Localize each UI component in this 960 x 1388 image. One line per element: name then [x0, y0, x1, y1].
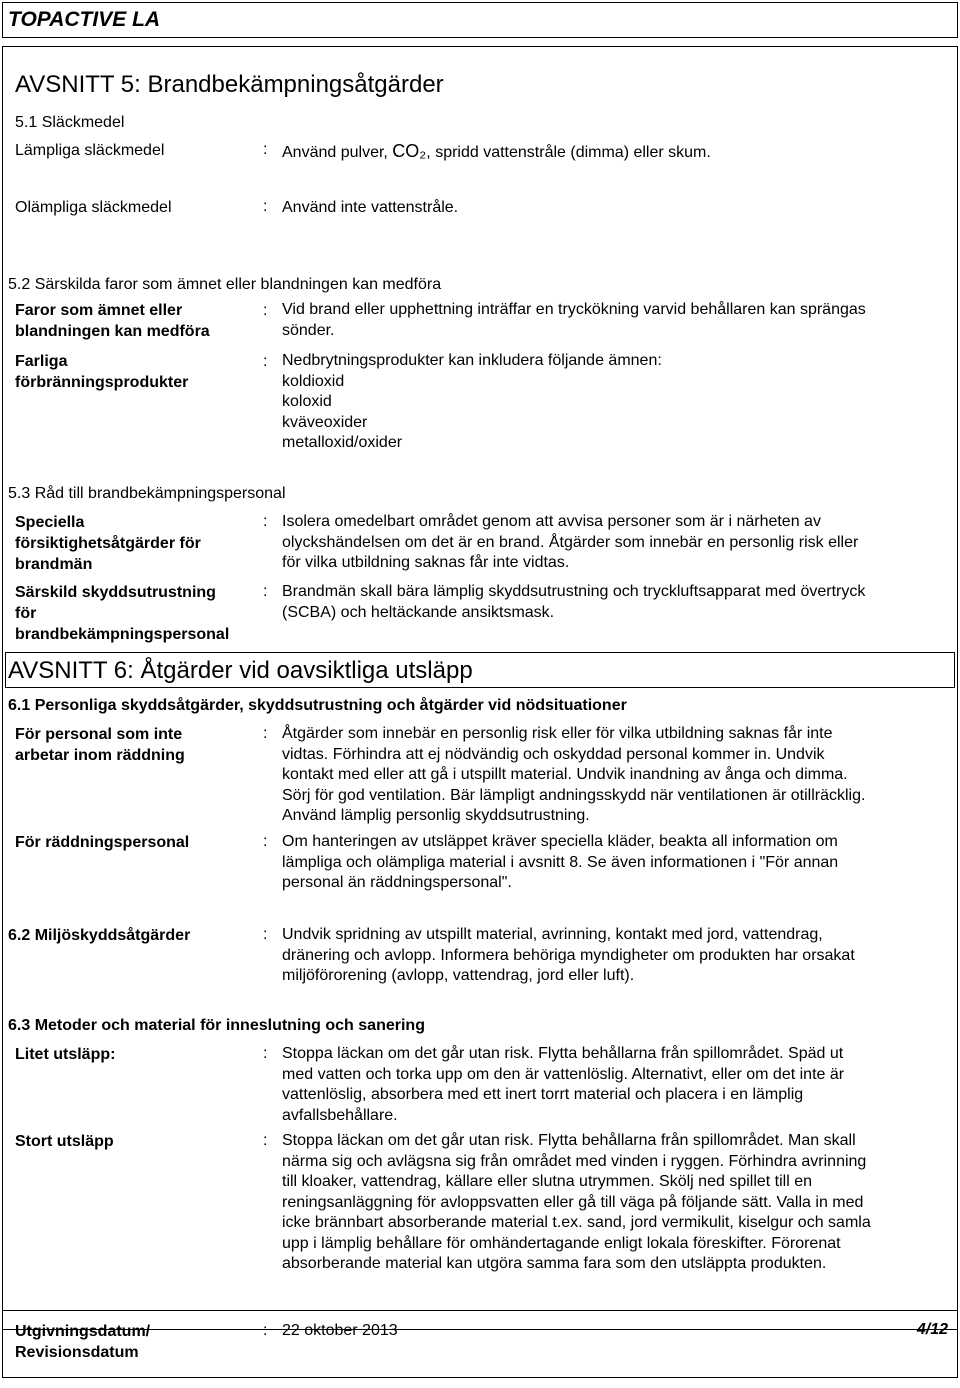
colon: :	[263, 926, 268, 943]
firefighter-equipment-value: Brandmän skall bära lämplig skyddsutrustning och tryckluftsapparat med övertryck (SCBA) och heltäckande ansiktsmask.	[282, 583, 866, 621]
section-6-title: AVSNITT 6: Åtgärder vid oavsiktliga utsläpp	[8, 657, 473, 684]
emergency-responders-value: Om hanteringen av utsläppet kräver speciella kläder, beakta all information om lämpliga och olämpliga material i avsnitt 8. Se även informationen i "För annan personal än räddningspersonal".	[282, 833, 839, 891]
hazards-label: Faror som ämnet eller blandningen kan medföra	[15, 302, 210, 340]
page-number: 4/12	[916, 1321, 948, 1338]
subsection-5-1-heading: 5.1 Släckmedel	[15, 114, 125, 131]
colon: :	[263, 141, 268, 158]
large-spill-value: Stoppa läckan om det går utan risk. Flytta behållarna från spillområdet. Man skall närma sig och avlägsna sig från området med vinden i ryggen. Förhindra avrinning till kloaker, vattendrag, källare eller slutna utrymmen. Skölj ned spillet till en reningsanläggning för avloppsvatten eller gå till väga på följande sätt. Valla in med icke brännbart absorberande material t.ex. sand, jord vermikulit, kiselgur och samla upp i lämplig behållare för omhändertagande enligt lokala föreskifter. Förorenat absorberande material kan utgöra samma fara som den utsläppta produkten.	[282, 1132, 871, 1272]
small-spill-value: Stoppa läckan om det går utan risk. Flytta behållarna från spillområdet. Späd ut med vatten och torka upp om den är vattenlöslig. Alternativt, eller om det inte är vattenlöslig, absorbera med ett inert torrt material och placera i en lämplig avfallsbehållare.	[282, 1045, 845, 1124]
issue-date-value: 22 oktober 2013	[282, 1322, 398, 1339]
colon: :	[263, 198, 268, 215]
colon: :	[263, 1132, 268, 1149]
combustion-products-value: Nedbrytningsprodukter kan inkludera följande ämnen: koldioxid koloxid kväveoxider metalloxid/oxider	[282, 352, 662, 451]
product-name: TOPACTIVE LA	[8, 8, 161, 31]
environmental-precautions-label: 6.2 Miljöskyddsåtgärder	[8, 927, 191, 944]
large-spill-label: Stort utsläpp	[15, 1133, 114, 1150]
firefighter-equipment-label: Särskild skyddsutrustning för brandbekämpningspersonal	[15, 584, 230, 643]
subsection-6-1-heading: 6.1 Personliga skyddsåtgärder, skyddsutrustning och åtgärder vid nödsituationer	[8, 697, 627, 714]
issue-date-label: Utgivningsdatum/ Revisionsdatum	[15, 1323, 151, 1361]
colon: :	[263, 302, 268, 319]
colon: :	[263, 833, 268, 850]
colon: :	[263, 583, 268, 600]
colon: :	[263, 1322, 268, 1339]
suitable-media-value: Använd pulver, CO₂, spridd vattenstråle (dimma) eller skum.	[282, 141, 711, 161]
environmental-precautions-value: Undvik spridning av utspillt material, avrinning, kontakt med jord, vattendrag, dränering och avlopp. Informera behöriga myndigheter om produkten har orsakat miljöförorening (avlopp, vattendrag, jord eller luft).	[282, 926, 855, 984]
firefighter-precautions-value: Isolera omedelbart området genom att avvisa personer som är i närheten av olyckshändelsen om det är en brand. Åtgärder som innebär en personlig risk eller för vilka utbildning saknas får inte vidtas.	[282, 513, 859, 571]
small-spill-label: Litet utsläpp:	[15, 1046, 116, 1063]
colon: :	[263, 353, 268, 370]
emergency-responders-label: För räddningspersonal	[15, 834, 190, 851]
non-emergency-value: Åtgärder som innebär en personlig risk eller för vilka utbildning saknas får inte vidtas. Förhindra att ej nödvändig och oskyddad personal kommer in. Undvik kontakt med eller att gå i utspillt material. Undvik inandning av ånga och dimma. Sörj för god ventilation. Bär lämpligt andningsskydd när ventilationen är otillräcklig. Använd lämplig personlig skyddsutrustning.	[282, 725, 866, 824]
suitable-media-label: Lämpliga släckmedel	[15, 142, 165, 159]
colon: :	[263, 1045, 268, 1062]
subsection-5-3-heading: 5.3 Råd till brandbekämpningspersonal	[8, 485, 286, 502]
hazards-value: Vid brand eller upphettning inträffar en tryckökning varvid behållaren kan sprängas sönder.	[282, 301, 866, 339]
combustion-products-label: Farliga förbränningsprodukter	[15, 353, 189, 391]
colon: :	[263, 725, 268, 742]
colon: :	[263, 513, 268, 530]
section-5-title: AVSNITT 5: Brandbekämpningsåtgärder	[15, 71, 444, 98]
unsuitable-media-label: Olämpliga släckmedel	[15, 199, 172, 216]
unsuitable-media-value: Använd inte vattenstråle.	[282, 199, 459, 216]
co2-formula: CO₂	[392, 141, 427, 161]
subsection-5-2-heading: 5.2 Särskilda faror som ämnet eller blandningen kan medföra	[8, 276, 442, 293]
non-emergency-label: För personal som inte arbetar inom räddning	[15, 726, 185, 764]
subsection-6-3-heading: 6.3 Metoder och material för inneslutning och sanering	[8, 1017, 425, 1034]
firefighter-precautions-label: Speciella försiktighetsåtgärder för brandmän	[15, 514, 201, 573]
